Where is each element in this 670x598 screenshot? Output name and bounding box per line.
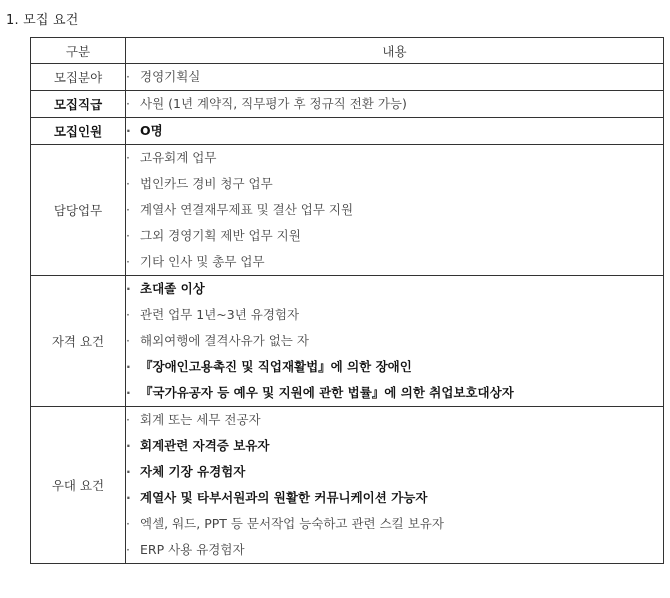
- list-item-text: 『국가유공자 등 예우 및 지원에 관한 법률』에 의한 취업보호대상자: [140, 385, 514, 400]
- list-item: [126, 145, 663, 171]
- list-item: [126, 328, 663, 354]
- table-row: [31, 64, 664, 91]
- table-row: [31, 145, 664, 276]
- list-item: [126, 485, 663, 511]
- row-label: 자격 요건: [31, 276, 126, 407]
- list-item: [126, 197, 663, 223]
- list-item: [126, 91, 663, 117]
- list-item: [126, 64, 663, 90]
- bullet-icon: ·: [126, 96, 130, 111]
- list-item-text: 자체 기장 유경험자: [140, 464, 246, 479]
- bullet-icon: ·: [126, 254, 130, 269]
- list-item: [126, 354, 663, 380]
- table-row: [31, 118, 664, 145]
- list-item: [126, 433, 663, 459]
- list-item-text: 회계 또는 세무 전공자: [140, 412, 261, 427]
- bullet-icon: ·: [126, 464, 131, 479]
- bullet-icon: ·: [126, 123, 131, 138]
- table-header-row: [31, 38, 664, 64]
- header-category: 구분: [31, 38, 126, 64]
- bullet-icon: ·: [126, 69, 130, 84]
- row-label: 우대 요건: [31, 407, 126, 564]
- table-row: [31, 407, 664, 564]
- list-item-text: 해외여행에 결격사유가 없는 자: [140, 333, 309, 348]
- list-item-text: O명: [140, 123, 163, 138]
- bullet-icon: ·: [126, 385, 131, 400]
- row-content: [126, 407, 664, 564]
- table-body: [31, 64, 664, 564]
- row-content: [126, 118, 664, 145]
- row-label: 담당업무: [31, 145, 126, 276]
- list-item-text: 법인카드 경비 청구 업무: [140, 176, 273, 191]
- list-item-text: 계열사 및 타부서원과의 원활한 커뮤니케이션 가능자: [140, 490, 428, 505]
- row-content: [126, 145, 664, 276]
- list-item-text: 경영기획실: [140, 69, 201, 84]
- row-content: [126, 276, 664, 407]
- bullet-icon: ·: [126, 150, 130, 165]
- bullet-icon: ·: [126, 307, 130, 322]
- bullet-icon: ·: [126, 359, 131, 374]
- bullet-icon: ·: [126, 542, 130, 557]
- list-item-text: 회계관련 자격증 보유자: [140, 438, 270, 453]
- list-item-text: 고유회계 업무: [140, 150, 217, 165]
- row-label: 모집직급: [31, 91, 126, 118]
- list-item-text: ERP 사용 유경험자: [140, 542, 245, 557]
- requirements-table: [30, 37, 664, 564]
- section-title: 1. 모집 요건: [6, 13, 79, 28]
- bullet-icon: ·: [126, 176, 130, 191]
- list-item-text: 그외 경영기획 제반 업무 지원: [140, 228, 301, 243]
- list-item: [126, 249, 663, 275]
- list-item-text: 초대졸 이상: [140, 281, 205, 296]
- list-item: [126, 223, 663, 249]
- list-item-text: 계열사 연결재무제표 및 결산 업무 지원: [140, 202, 354, 217]
- table-row: [31, 276, 664, 407]
- list-item: [126, 511, 663, 537]
- list-item: [126, 407, 663, 433]
- list-item: [126, 459, 663, 485]
- bullet-icon: ·: [126, 202, 130, 217]
- bullet-icon: ·: [126, 438, 131, 453]
- row-label: 모집인원: [31, 118, 126, 145]
- table-row: [31, 91, 664, 118]
- list-item-text: 『장애인고용촉진 및 직업재활법』에 의한 장애인: [140, 359, 412, 374]
- header-content: 내용: [126, 38, 664, 64]
- list-item: [126, 302, 663, 328]
- bullet-icon: ·: [126, 281, 131, 296]
- bullet-icon: ·: [126, 516, 130, 531]
- list-item-text: 관련 업무 1년~3년 유경험자: [140, 307, 300, 322]
- bullet-icon: ·: [126, 412, 130, 427]
- bullet-icon: ·: [126, 490, 131, 505]
- list-item: [126, 171, 663, 197]
- row-label: 모집분야: [31, 64, 126, 91]
- bullet-icon: ·: [126, 228, 130, 243]
- row-content: [126, 64, 664, 91]
- list-item: [126, 380, 663, 406]
- list-item-text: 사원 (1년 계약직, 직무평가 후 정규직 전환 가능): [140, 96, 407, 111]
- list-item: [126, 118, 663, 144]
- list-item-text: 기타 인사 및 총무 업무: [140, 254, 265, 269]
- list-item-text: 엑셀, 워드, PPT 등 문서작업 능숙하고 관련 스킬 보유자: [140, 516, 444, 531]
- bullet-icon: ·: [126, 333, 130, 348]
- list-item: [126, 276, 663, 302]
- row-content: [126, 91, 664, 118]
- list-item: [126, 537, 663, 563]
